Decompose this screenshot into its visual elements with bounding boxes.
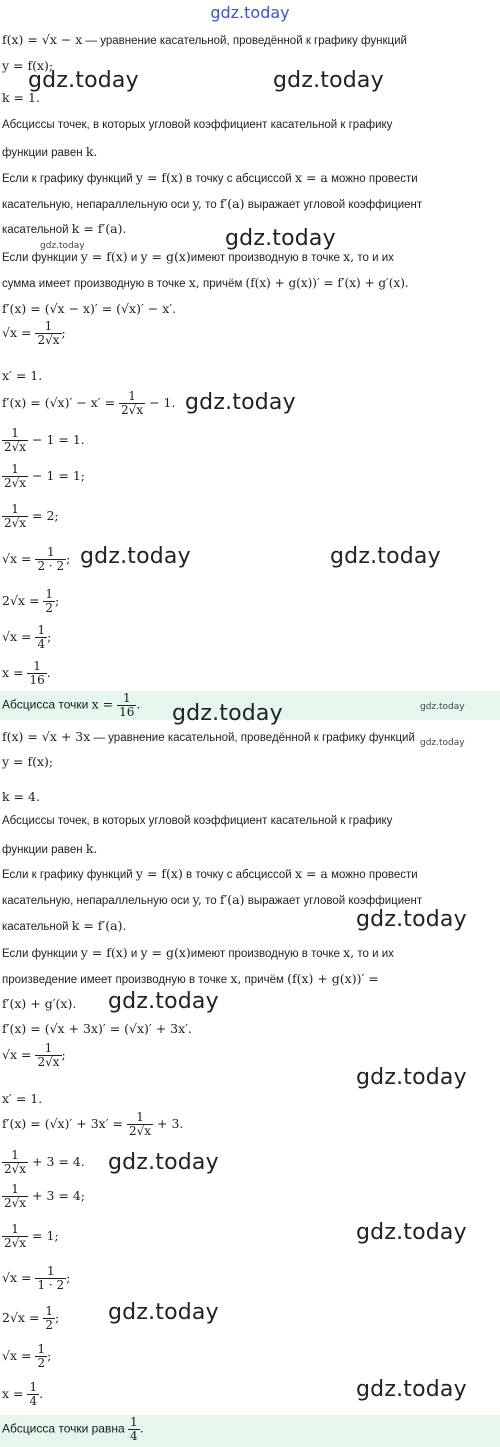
- watermark: gdz.today: [80, 544, 191, 569]
- frac-num: 1: [45, 1304, 54, 1318]
- frac-num: 1: [11, 1182, 19, 1196]
- p2-eq3-frac: [2, 1223, 28, 1250]
- p2-tangent-line2-b: то: [201, 895, 220, 907]
- p2-x-prime: x′ = 1.: [2, 1091, 43, 1106]
- p1-sum-rule-1m: y = f(x): [80, 249, 128, 264]
- semicolon: ;: [47, 629, 52, 644]
- p1-x-result: [2, 660, 51, 687]
- p1-x-prime: x′ = 1.: [2, 368, 43, 383]
- p1-tangent-line2-a: касательную, непараллельную оси: [2, 199, 193, 211]
- p1-intro-text: — уравнение касательной, проведённой к графику функций: [82, 35, 407, 47]
- p1-deriv-eq: f′(x) = (√x − x)′ = (√x)′ − x′.: [2, 301, 177, 316]
- p2-eq1: [2, 1149, 85, 1176]
- p1-abscissas-k: k.: [85, 144, 98, 159]
- p2-abscissas-line1: Абсциссы точек, в которых угловой коэффициент касательной к графику: [2, 815, 393, 827]
- frac-den: 16: [119, 705, 135, 719]
- p2-prod-rule-3m: x,: [343, 945, 355, 960]
- p2-tangent-line3: [2, 918, 126, 933]
- site-header[interactable]: gdz.today: [210, 3, 290, 22]
- p1-sqrt-lhs: √x =: [2, 325, 36, 340]
- p1-sum-rule-1: Если функции: [2, 252, 81, 264]
- frac-num: 1: [136, 1110, 144, 1124]
- p1-eq1-frac: [2, 427, 28, 454]
- frac-num: 1: [11, 1148, 19, 1162]
- p1-if-tangent-1m: y = f(x): [135, 170, 183, 185]
- p1-sum-rule-line2-b: причём: [199, 278, 246, 290]
- frac-den: 16: [29, 673, 45, 687]
- p2-prod-rule-4: то и их: [354, 948, 394, 960]
- frac-den: 2√x: [37, 1055, 60, 1069]
- p1-eq3-frac: [2, 503, 28, 530]
- watermark: gdz.today: [185, 390, 296, 415]
- p2-if-tangent-2: в точку с абсциссой: [182, 869, 295, 881]
- p1-eq2: [2, 463, 85, 490]
- p2-frac-1-2b: [35, 1343, 47, 1370]
- frac-den: 2√x: [121, 403, 144, 417]
- p1-sum-rule-line2-m: x,: [188, 275, 200, 290]
- p1-sum-rule-3m: x,: [343, 249, 355, 264]
- p1-if-tangent-2: в точку с абсциссой: [182, 173, 295, 185]
- p1-sum-rule-line2-a: сумма имеет производную в точке: [2, 278, 189, 290]
- p2-if-tangent-1m: y = f(x): [135, 866, 183, 881]
- p1-sum-rule-line2-m2: (f(x) + g(x))′ = f′(x) + g′(x).: [245, 276, 409, 290]
- watermark: gdz.today: [273, 68, 384, 93]
- frac-num: 1: [130, 1415, 138, 1429]
- p1-abscissas-line2-text: функции равен: [2, 147, 86, 159]
- p1-tangent-line3: [2, 221, 126, 236]
- p2-eq2: [2, 1183, 85, 1210]
- frac-num: 1: [37, 623, 46, 637]
- watermark: gdz.today: [356, 1065, 467, 1090]
- p2-answer-period: .: [139, 1420, 144, 1436]
- p1-eq3-rhs: = 2;: [28, 508, 59, 523]
- frac-den: 4: [37, 637, 46, 651]
- p2-x-result: [2, 1381, 43, 1408]
- frac-den: 2√x: [4, 516, 27, 530]
- p1-sqrt-eq-lhs: √x =: [2, 551, 36, 566]
- p2-prod-rule-3: имеют производную в точке: [190, 948, 344, 960]
- watermark: gdz.today: [356, 1377, 467, 1402]
- frac-den: 2√x: [4, 1196, 27, 1210]
- p2-prod-rule-line2-a: произведение имеет производную в точке: [2, 974, 231, 986]
- watermark: gdz.today: [172, 701, 283, 726]
- p2-intro: [2, 729, 415, 744]
- p2-abscissas-line2: [2, 841, 97, 856]
- frac-num: 1: [128, 389, 136, 403]
- p1-deriv2-rhs: − 1.: [145, 395, 176, 410]
- p1-eq2-frac: [2, 463, 28, 490]
- p1-tangent-line2-m: y,: [192, 196, 202, 211]
- p2-prod-rule-1m: y = f(x): [80, 945, 128, 960]
- p2-prod-rule-line2: [2, 971, 379, 986]
- p2-answer-label: Абсцисса точки равна: [2, 1421, 128, 1436]
- semicolon: ;: [66, 1270, 71, 1285]
- p1-intro: [2, 32, 407, 47]
- watermark: gdz.today: [108, 1300, 219, 1325]
- p1-y-eq: y = f(x);: [2, 58, 54, 73]
- p1-answer-period: .: [136, 696, 141, 712]
- frac-den: 2√x: [4, 1236, 27, 1250]
- p1-k-eq: k = 1.: [2, 90, 40, 105]
- p1-eq1-rhs: − 1 = 1.: [28, 432, 85, 447]
- p1-sum-rule-line2: [2, 275, 409, 290]
- p1-abscissas-line2: [2, 144, 97, 159]
- watermark: gdz.today: [330, 544, 441, 569]
- semicolon: ;: [61, 1047, 66, 1062]
- p1-sum-rule-2m: y = g(x): [140, 249, 191, 264]
- p1-frac-1-4: [35, 624, 47, 651]
- frac-den: 2√x: [4, 440, 27, 454]
- period: .: [46, 665, 51, 680]
- frac-den: 2: [45, 601, 54, 615]
- p1-if-tangent: [2, 170, 418, 185]
- p1-tangent-line2-c: выражает угловой коэффициент: [244, 199, 423, 211]
- p2-sqrt-eq-lhs: √x =: [2, 1270, 36, 1285]
- p1-tangent-line3-a: касательной: [2, 224, 72, 236]
- watermark: gdz.today: [225, 226, 336, 251]
- p1-intro-math: f(x) = √x − x: [2, 32, 83, 47]
- frac-den: 2√x: [4, 476, 27, 490]
- p1-tangent-line2-m2: f′(a): [219, 196, 245, 211]
- p1-answer: [2, 692, 140, 719]
- semicolon: ;: [66, 551, 71, 566]
- p1-if-tangent-1: Если к графику функций: [2, 173, 136, 185]
- p2-eq2-frac: [2, 1183, 28, 1210]
- p1-answer-frac: [117, 692, 136, 719]
- frac-den: 2 · 2: [37, 559, 65, 573]
- p1-sum-rule-3: имеют производную в точке: [190, 252, 344, 264]
- p2-frac-1-1x2: [35, 1265, 66, 1292]
- p2-answer-frac: [128, 1416, 140, 1443]
- watermark: gdz.today: [108, 989, 219, 1014]
- p1-eq2-rhs: − 1 = 1;: [28, 468, 86, 483]
- watermark-small: gdz.today: [420, 702, 465, 712]
- watermark-small: gdz.today: [420, 738, 465, 748]
- p1-sum-rule-2: и: [127, 252, 141, 264]
- p1-x-eq: x =: [2, 665, 28, 680]
- semicolon: ;: [55, 1310, 60, 1325]
- p2-tangent-line2-a: касательную, непараллельную оси: [2, 895, 193, 907]
- frac-num: 1: [44, 319, 53, 333]
- p2-prod-rule-line2-m2: (f(x) + g(x))′ =: [287, 971, 379, 986]
- p2-tangent-line2-m2: f′(a): [219, 892, 245, 907]
- p2-intro-text: — уравнение касательной, проведённой к графику функций: [90, 732, 415, 744]
- frac-num: 1: [33, 659, 41, 673]
- p2-tangent-line3-m: k = f′(a).: [71, 918, 127, 933]
- frac-den: 1 · 2: [37, 1278, 65, 1292]
- p2-sqrt-half: [2, 1343, 51, 1370]
- p2-sqrt-deriv: [2, 1042, 66, 1069]
- p2-frac-1-2: [43, 1305, 55, 1332]
- frac-den: 4: [29, 1394, 38, 1408]
- p2-prod-rule-line2-b: причём: [241, 974, 288, 986]
- p2-tangent-line2: [2, 892, 422, 907]
- frac-num: 1: [11, 462, 19, 476]
- p1-frac-1-2x2: [35, 546, 66, 573]
- p2-if-tangent: [2, 866, 418, 881]
- p2-deriv2-lhs: f′(x) = (√x)′ + 3x′ =: [2, 1116, 127, 1131]
- p2-prod-rule-2m: y = g(x): [140, 945, 191, 960]
- p2-eq1-frac: [2, 1149, 28, 1176]
- p1-tangent-line2-b: то: [201, 199, 220, 211]
- p1-abscissas-line1: Абсциссы точек, в которых угловой коэффициент касательной к графику: [2, 119, 393, 131]
- p2-frac-1-2sqrtx: [35, 1042, 61, 1069]
- p1-deriv2-lhs: f′(x) = (√x)′ − x′ =: [2, 395, 120, 410]
- watermark: gdz.today: [356, 1220, 467, 1245]
- p1-sqrt-deriv: [2, 320, 66, 347]
- p1-sum-rule: [2, 249, 394, 264]
- p2-eq1-rhs: + 3 = 4.: [28, 1154, 85, 1169]
- p2-tangent-line3-a: касательной: [2, 921, 72, 933]
- p2-eq3: [2, 1223, 59, 1250]
- frac-num: 1: [11, 1222, 19, 1236]
- frac-den: 2: [37, 1356, 46, 1370]
- frac-num: 1: [11, 426, 19, 440]
- p2-y-eq: y = f(x);: [2, 754, 54, 769]
- p1-answer-label: Абсцисса точки: [2, 697, 92, 712]
- frac-num: 1: [46, 1264, 55, 1278]
- p2-k-eq: k = 4.: [2, 789, 40, 804]
- frac-den: 4: [130, 1429, 138, 1443]
- p2-sqrt-lhs: √x =: [2, 1047, 36, 1062]
- p1-sqrt-quarter: [2, 624, 51, 651]
- p2-deriv-eq: f′(x) = (√x + 3x)′ = (√x)′ + 3x′.: [2, 1021, 192, 1036]
- p2-prod-rule-line2-m: x,: [230, 971, 242, 986]
- p2-tangent-line2-c: выражает угловой коэффициент: [244, 895, 423, 907]
- p1-tangent-line3-m: k = f′(a).: [71, 221, 127, 236]
- p2-two-sqrt-lhs: 2√x =: [2, 1310, 44, 1325]
- p2-prod-rule-2: и: [127, 948, 141, 960]
- p2-prod-rule-line3: f′(x) + g′(x).: [2, 996, 77, 1011]
- p2-tangent-line2-m: y,: [192, 892, 202, 907]
- p1-frac-1-16: [27, 660, 46, 687]
- frac-num: 1: [44, 1041, 53, 1055]
- frac-den: 2√x: [128, 1124, 152, 1138]
- p2-deriv2-frac: [127, 1111, 153, 1138]
- frac-num: 1: [29, 1380, 38, 1394]
- watermark: gdz.today: [28, 68, 139, 93]
- p2-if-tangent-1: Если к графику функций: [2, 869, 136, 881]
- semicolon: ;: [55, 593, 60, 608]
- p2-prod-rule: [2, 945, 394, 960]
- p1-sqrt-eq: [2, 546, 70, 573]
- p1-two-sqrt: [2, 588, 59, 615]
- p1-sum-rule-4: то и их: [354, 252, 394, 264]
- p1-tangent-line2: [2, 196, 422, 211]
- p2-if-tangent-2m: x = a: [294, 866, 328, 881]
- p2-deriv2: [2, 1111, 183, 1138]
- watermark: gdz.today: [356, 907, 467, 932]
- p2-sqrt-half-lhs: √x =: [2, 1348, 36, 1363]
- watermark-small: gdz.today: [40, 241, 85, 251]
- p1-frac-1-2: [43, 588, 55, 615]
- p2-prod-rule-1: Если функции: [2, 948, 81, 960]
- p2-abscissas-k: k.: [85, 841, 98, 856]
- p2-eq2-rhs: + 3 = 4;: [28, 1188, 86, 1203]
- period: .: [39, 1386, 44, 1401]
- p1-deriv2-frac: [119, 390, 145, 417]
- p2-abscissas-line2-text: функции равен: [2, 844, 86, 856]
- semicolon: ;: [61, 325, 66, 340]
- p1-if-tangent-3: можно провести: [327, 173, 418, 185]
- frac-num: 1: [122, 691, 131, 705]
- p1-answer-math: x =: [91, 696, 118, 712]
- frac-den: 2√x: [4, 1162, 27, 1176]
- p2-deriv2-rhs: + 3.: [153, 1116, 184, 1131]
- p1-eq3: [2, 503, 59, 530]
- p2-frac-1-4: [27, 1381, 39, 1408]
- p2-eq3-rhs: = 1;: [28, 1228, 59, 1243]
- p2-answer: [2, 1416, 144, 1443]
- p2-x-eq: x =: [2, 1386, 28, 1401]
- frac-num: 1: [11, 502, 19, 516]
- p1-sqrt-quarter-lhs: √x =: [2, 629, 36, 644]
- p2-if-tangent-3: можно провести: [327, 869, 418, 881]
- p1-deriv2: [2, 390, 175, 417]
- p1-eq1: [2, 427, 85, 454]
- watermark: gdz.today: [108, 1150, 219, 1175]
- p1-two-sqrt-lhs: 2√x =: [2, 593, 44, 608]
- frac-num: 1: [46, 545, 55, 559]
- p2-two-sqrt: [2, 1305, 59, 1332]
- p2-sqrt-eq: [2, 1265, 70, 1292]
- semicolon: ;: [47, 1348, 52, 1363]
- p2-intro-math: f(x) = √x + 3x: [2, 729, 91, 744]
- p1-frac-1-2sqrtx: [35, 320, 61, 347]
- frac-den: 2√x: [37, 333, 60, 347]
- frac-den: 2: [45, 1318, 54, 1332]
- p1-if-tangent-2m: x = a: [294, 170, 328, 185]
- frac-num: 1: [37, 1342, 46, 1356]
- frac-num: 1: [45, 587, 54, 601]
